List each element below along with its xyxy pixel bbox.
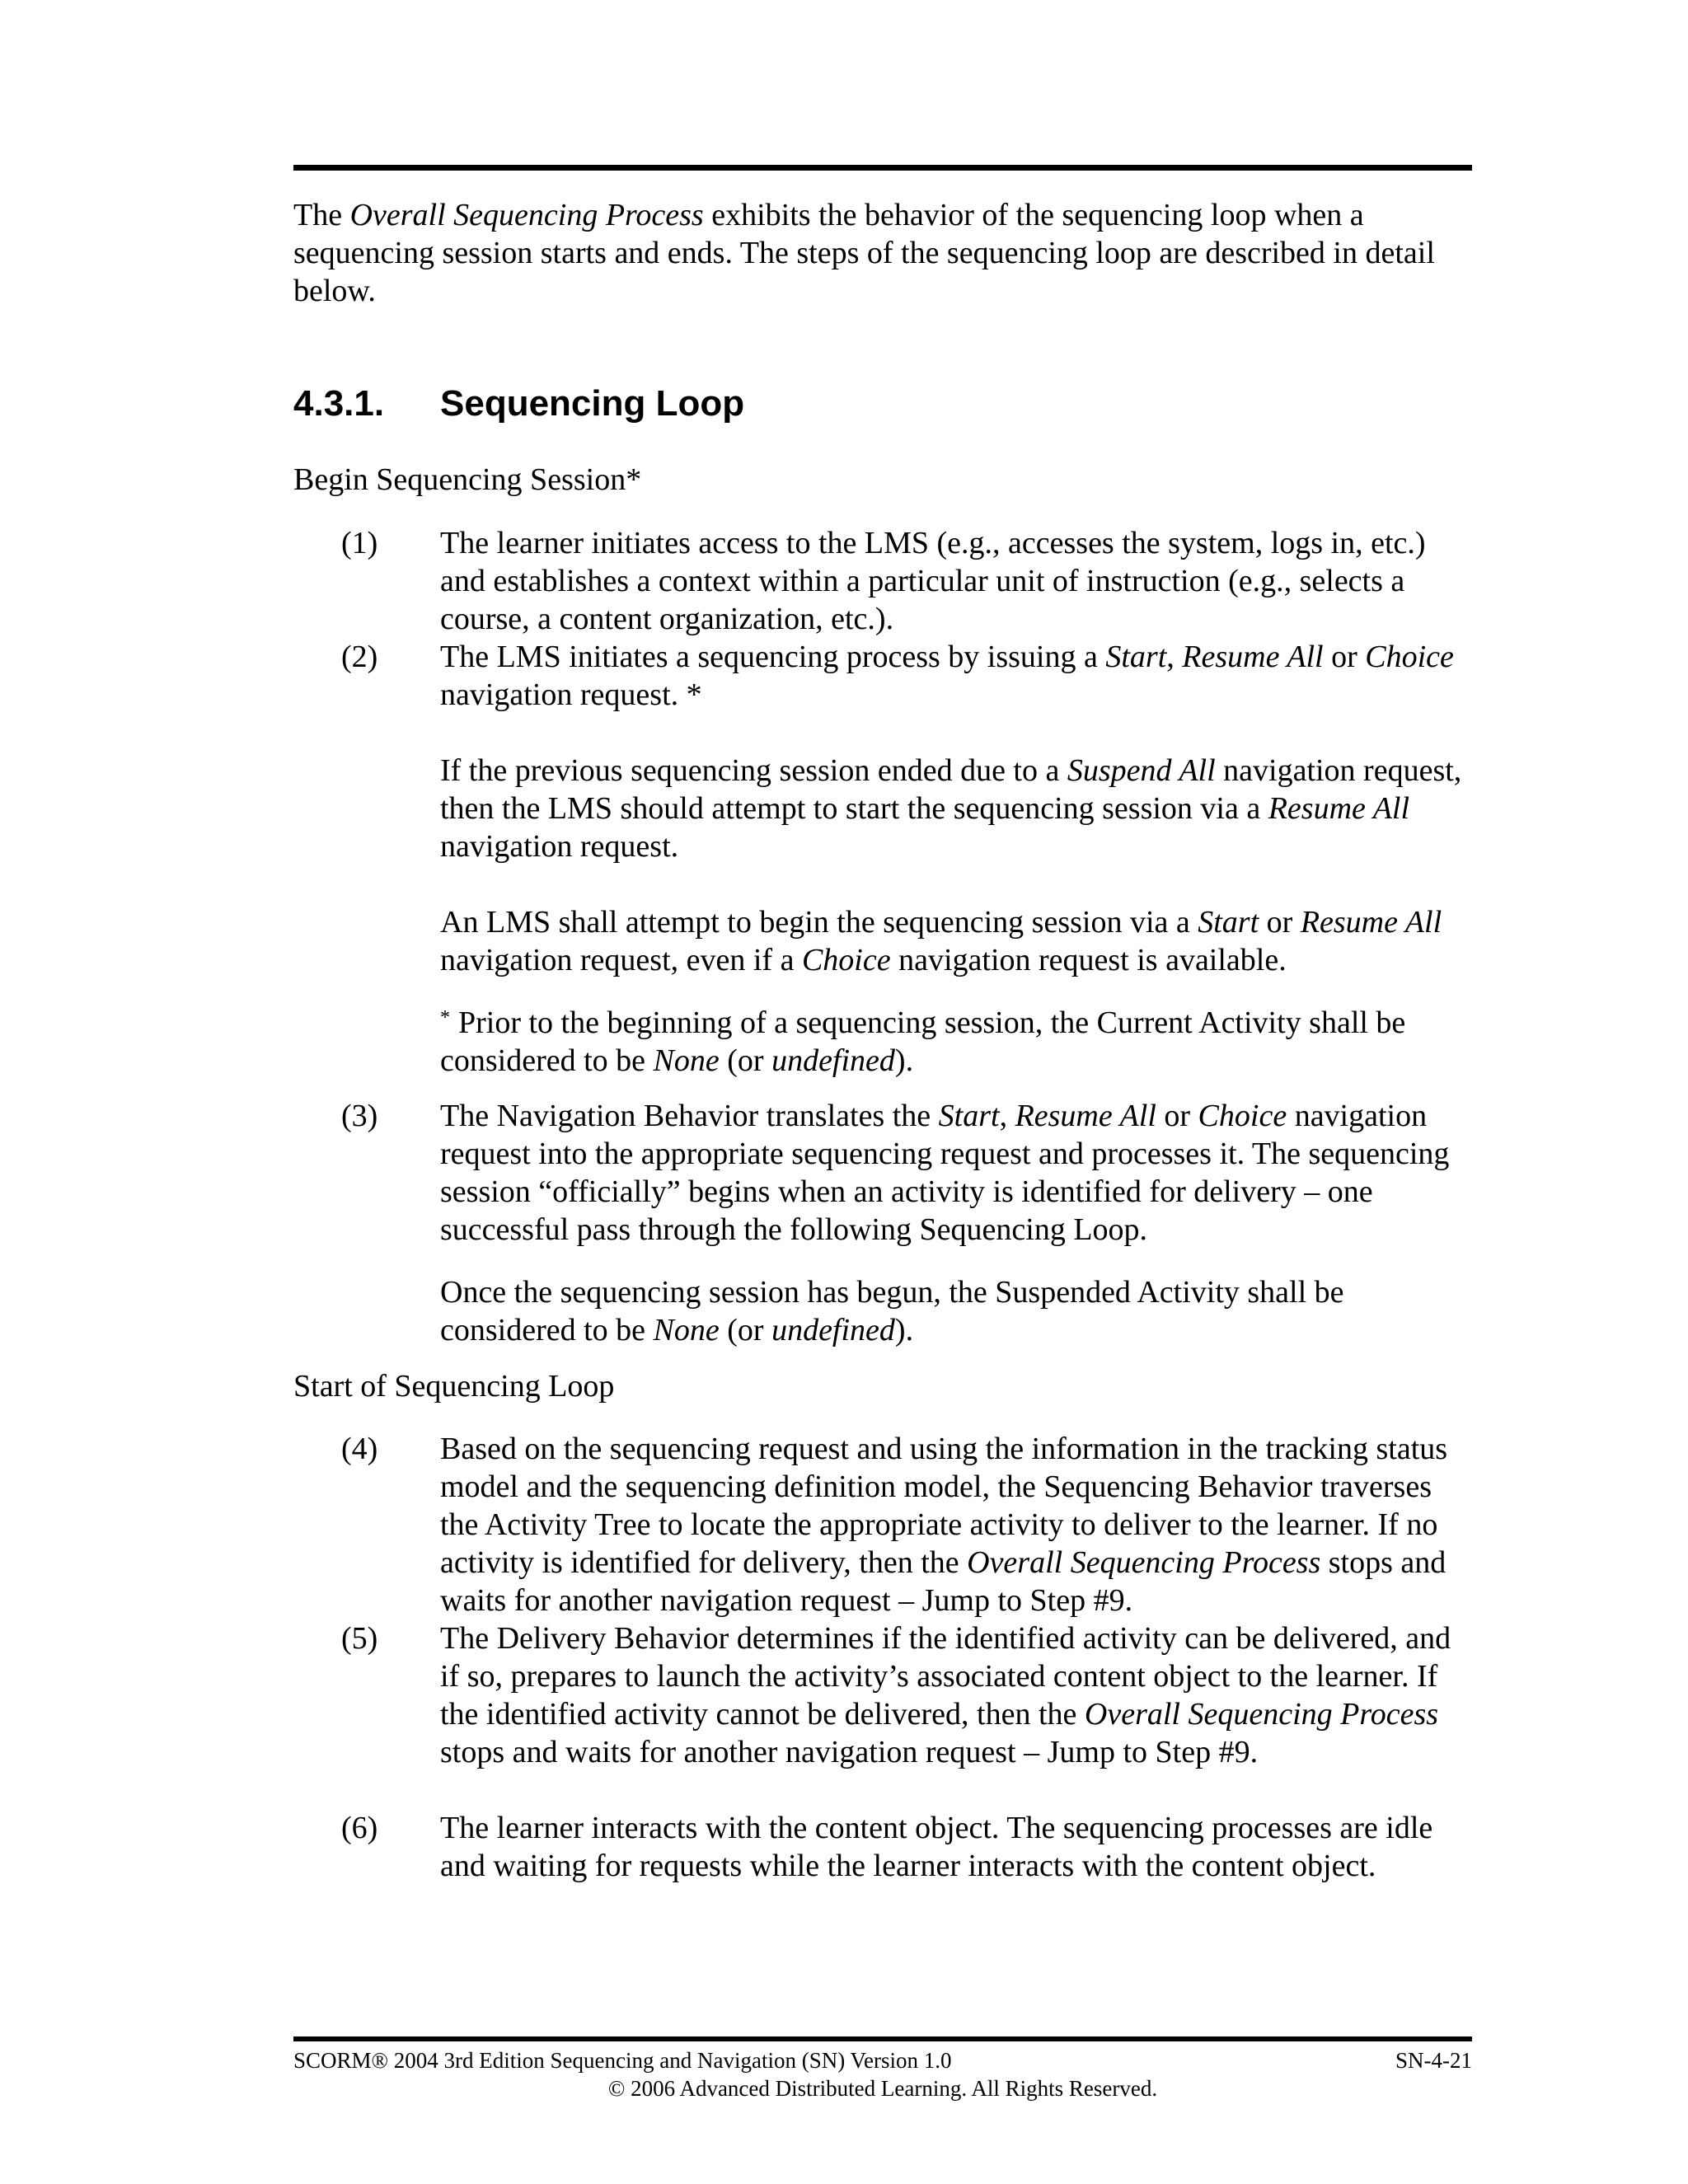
step-5 xyxy=(293,1619,1472,1771)
step-text: Once the sequencing session has begun, the Suspended Activity shall be considered to be None (or undefined). xyxy=(440,1275,1344,1347)
intro-text: exhibits the behavior of the sequencing loop when a sequencing session starts and ends. The steps of the sequencing loop are described in detail below. xyxy=(293,198,1435,308)
step-number: (4) xyxy=(341,1432,378,1466)
step-text: The learner initiates access to the LMS (e.g., accesses the system, logs in, etc.) and establishes a context within a particular unit of instruction (e.g., selects a course, a content organization, etc.). xyxy=(440,526,1426,636)
step-4 xyxy=(293,1430,1472,1619)
footer-rule xyxy=(293,2036,1472,2041)
footer-document-title: SCORM® 2004 3rd Edition Sequencing and Navigation (SN) Version 1.0 xyxy=(293,2048,952,2073)
start-loop-label: Start of Sequencing Loop xyxy=(293,1369,615,1404)
step-text: The Delivery Behavior determines if the identified activity can be delivered, and if so, prepares to launch the activity’s associated content object to the learner. If the identified activity cannot be delivered, then the Overall Sequencing Process stops and waits for another navigation request – Jump to Step #9. xyxy=(440,1621,1451,1769)
document-page xyxy=(293,0,1472,2184)
footnote: * Prior to the beginning of a sequencing session, the Current Activity shall be considered to be None (or undefined). xyxy=(440,1005,1406,1078)
page-footer xyxy=(293,2036,1472,2102)
section-heading xyxy=(293,381,744,427)
section-title: Sequencing Loop xyxy=(440,383,745,424)
step-1 xyxy=(293,524,1472,638)
step-number: (5) xyxy=(341,1621,378,1656)
step-number: (1) xyxy=(341,526,378,560)
step-number: (3) xyxy=(341,1099,378,1133)
intro-paragraph xyxy=(293,196,1472,310)
begin-session-label: Begin Sequencing Session* xyxy=(293,462,642,497)
header-rule xyxy=(293,165,1472,171)
step-text: Based on the sequencing request and using the information in the tracking status model and the sequencing definition model, the Sequencing Behavior traverses the Activity Tree to locate the appropriate activity to deliver to the learner. If no activity is identified for delivery, then the Overall Sequencing Process stops and waits for another navigation request – Jump to Step #9. xyxy=(440,1432,1448,1618)
step-2 xyxy=(293,638,1472,1080)
intro-emphasis: Overall Sequencing Process xyxy=(349,198,704,232)
section-number: 4.3.1. xyxy=(293,383,385,424)
step-text: The Navigation Behavior translates the Start, Resume All or Choice navigation request into the appropriate sequencing request and processes it. The sequencing session “officially” begins when an activity is identified for delivery – one successful pass through the following Sequencing Loop. xyxy=(440,1099,1450,1247)
footnote-mark: * xyxy=(440,1007,450,1029)
intro-text: The xyxy=(293,198,350,232)
footer-copyright: © 2006 Advanced Distributed Learning. All Rights Reserved. xyxy=(607,2076,1158,2101)
step-text: An LMS shall attempt to begin the sequencing session via a Start or Resume All navigation request, even if a Choice navigation request is available. xyxy=(440,905,1442,977)
footer-page-number: SN-4-21 xyxy=(1395,2048,1472,2073)
step-number: (6) xyxy=(341,1811,378,1845)
step-number: (2) xyxy=(341,640,378,674)
step-text: The LMS initiates a sequencing process by issuing a Start, Resume All or Choice navigation request. * xyxy=(440,640,1454,712)
step-text: The learner interacts with the content object. The sequencing processes are idle and waiting for requests while the learner interacts with the content object. xyxy=(440,1811,1433,1883)
step-3 xyxy=(293,1097,1472,1349)
step-6 xyxy=(293,1809,1472,1885)
step-text: If the previous sequencing session ended due to a Suspend All navigation request, then the LMS should attempt to start the sequencing session via a Resume All navigation request. xyxy=(440,753,1462,864)
